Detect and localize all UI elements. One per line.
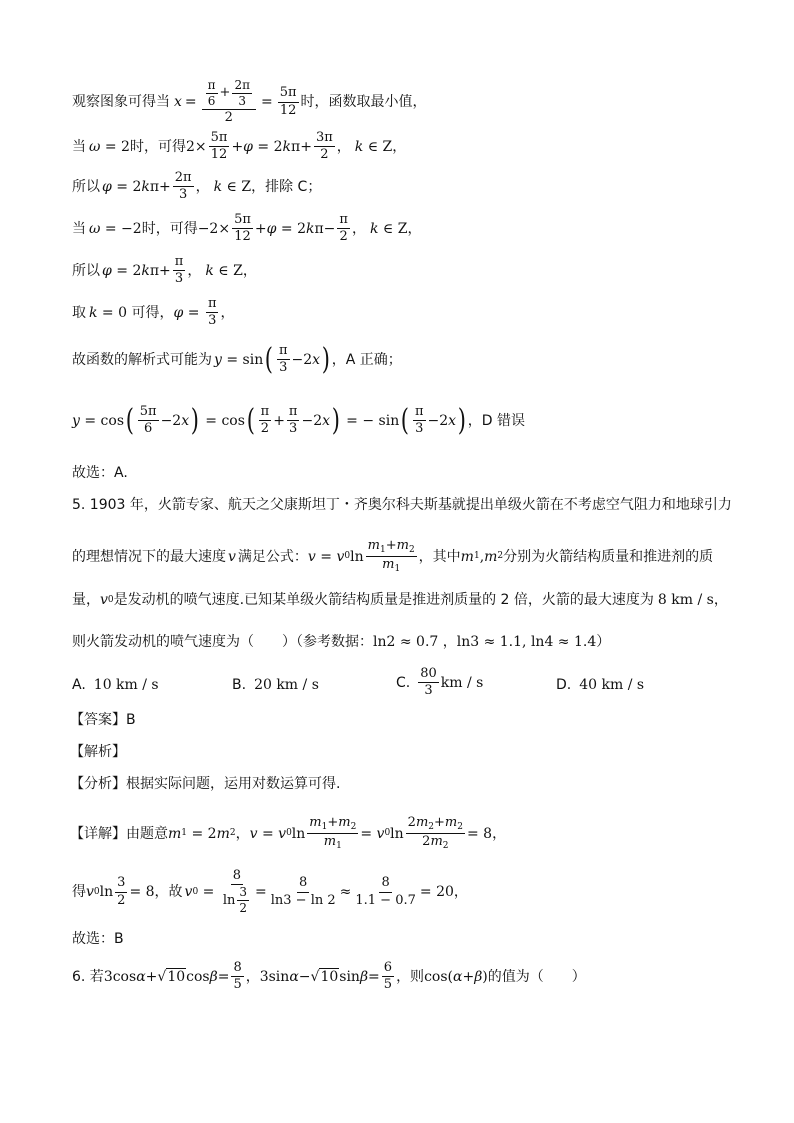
text: ， (453, 884, 468, 901)
final-choice (72, 932, 124, 946)
text: ， (492, 825, 507, 842)
text: 5. 1903 年，火箭专家、航天之父康斯坦丁・齐奥尔科夫斯基就提出单级火箭在不考虑空气阻力和地球引力 (72, 497, 732, 513)
text: 的理想情况下的最大速度 (72, 548, 226, 565)
text: ，A 正确； (331, 351, 402, 368)
text: 满足公式： (237, 548, 308, 565)
text: 【详解】由题意 (70, 825, 168, 842)
text: ， (235, 825, 250, 842)
text: ， (220, 304, 235, 321)
fraction: $\frac{\pi}{6}$ + $\frac{2\pi}{3}$ 2 (202, 78, 256, 126)
text: ， (713, 592, 728, 608)
text: ， (187, 262, 202, 279)
text: 所以 (72, 262, 100, 279)
analysis-label (70, 745, 126, 759)
solution-line-7: 故函数的解析式可能为 y = sin ( $\frac{\pi}{3}$ −2 x ) ，A 正确； (72, 341, 402, 377)
text: 是发动机的喷气速度.已知某单级火箭结构质量是推进剂质量的 2 倍，火箭的最大速度为 (113, 592, 654, 608)
text: 时，可得 (129, 138, 186, 155)
text: ，排除 C； (251, 178, 322, 195)
text: 取 (72, 304, 86, 321)
text: 则火箭发动机的喷气速度为（ ）（参考数据： (72, 634, 373, 650)
option-label: C. (396, 674, 411, 691)
option-c[interactable]: C. $\frac{80}{3}$ km / s (396, 666, 484, 699)
text: 【分析】根据实际问题，运用对数运算可得. (70, 776, 341, 792)
text: 【解析】 (70, 744, 126, 760)
xiangjie-line: 【详解】由题意 m 1 = 2 m 2 ， v = v 0 ln $\frac{m_1+m_2}{m_1}$ = v 0 ln $\frac{2m_2+m_2}{2m_2}$ = 8 ， (70, 815, 507, 852)
text: 故函数的解析式可能为 (72, 351, 212, 368)
text: ， (195, 178, 210, 195)
text: 量， (72, 592, 100, 608)
solution-line-4: 当 ω = −2 时，可得 −2× $\frac{5\pi}{12}$ + φ = 2 k π− $\frac{\pi}{2}$ ， k ∈ Z ， (72, 212, 422, 245)
text: 所以 (72, 178, 100, 195)
fenxi-line (70, 777, 340, 791)
text: 当 (72, 138, 86, 155)
text: ，则 (396, 968, 425, 985)
text: 观察图象可得当 (72, 94, 170, 111)
solution-line-8: y = cos ( $\frac{5\pi}{6}$ −2 x ) = cos ( $\frac{\pi}{2}$ + $\frac{\pi}{3}$ −2 x ) = − sin ( $\frac{\pi}{3}$ −2 x ) ，D 错误 (72, 402, 525, 438)
solution-line-1: 观察图象可得当 x = $\frac{\pi}{6}$ + $\frac{2\pi}{3}$ 2 = $\frac{5\pi}{12}$ 时，函数取最小值， (72, 78, 427, 125)
text: 当 (72, 220, 86, 237)
text: 6. 若 (72, 968, 104, 985)
text: 【答案】B (70, 712, 136, 728)
text: ，其中 (418, 548, 461, 565)
text: 的值为（ ） (487, 968, 586, 985)
text: ， (336, 138, 351, 155)
q5-line-1 (72, 498, 732, 512)
text: ，D 错误 (467, 412, 525, 429)
text: 故选：A. (72, 465, 128, 481)
q5-line-2: 的理想情况下的最大速度 v 满足公式： v = v 0 ln $\frac{m_1+m_2}{m_1}$ ，其中 m 1 , m 2 分别为火箭结构质量和推进剂的质 (72, 538, 714, 575)
option-label: D. (556, 677, 572, 693)
speed-value: 8 km / s (657, 592, 714, 608)
de-line: 得 v 0 ln $\frac{3}{2}$ = 8 ，故 v 0 = 8 ln $\frac{3}{2}$ = $\frac{8}{\ln 3 - \ln 2}$ ≈ $\frac{8}{1.1 - 0.7}$ = 20 ， (72, 868, 468, 916)
solution-line-5: 所以 φ = 2 k π+ $\frac{\pi}{3}$ ， k ∈ Z ， (72, 254, 257, 287)
text: 分别为火箭结构质量和推进剂的质 (503, 548, 714, 565)
text: ） (596, 634, 611, 650)
option-value: km / s (440, 674, 484, 691)
option-b[interactable] (232, 677, 319, 693)
text: ， (351, 220, 366, 237)
q5-line-4 (72, 635, 610, 649)
text: 得 (72, 884, 86, 901)
option-d[interactable] (556, 677, 644, 693)
solution-line-9 (72, 466, 128, 480)
text: 时，可得 (141, 220, 198, 237)
q6-line: 6. 若 3cos α + √10 cos β = $\frac{8}{5}$ ， 3sin α − √10 sin β = $\frac{6}{5}$ ，则 cos( α + β ) 的值为（ ） (72, 960, 586, 993)
option-value: 20 km / s (254, 677, 319, 693)
text: ，故 (154, 884, 183, 901)
option-value: 10 km / s (93, 677, 159, 693)
answer-label (70, 713, 136, 727)
solution-line-3: 所以 φ = 2 k π+ $\frac{2\pi}{3}$ ， k ∈ Z ，排除 C； (72, 170, 322, 203)
result-value: 20 (436, 884, 454, 901)
text: 时，函数取最小值， (300, 94, 427, 111)
text: 故选：B (72, 931, 124, 947)
text: ， (242, 262, 257, 279)
ln-reference: ln2 ≈ 0.7 ，ln3 ≈ 1.1, ln4 ≈ 1.4 (373, 634, 597, 650)
option-a[interactable] (72, 677, 159, 693)
option-label: A. (72, 677, 86, 693)
solution-line-2: 当 ω = 2 时，可得 2× $\frac{5\pi}{12}$ + φ = 2 k π+ $\frac{3\pi}{2}$ ， k ∈ Z ， (72, 130, 407, 163)
solution-line-6: 取 k = 0 可得， φ = $\frac{\pi}{3}$ ， (72, 296, 235, 329)
option-label: B. (232, 677, 247, 693)
option-value: 40 km / s (579, 677, 645, 693)
text: 可得， (131, 304, 174, 321)
text: ， (245, 968, 260, 985)
q5-line-3: 量， v 0 是发动机的喷气速度.已知某单级火箭结构质量是推进剂质量的 2 倍，火箭的最大速度为 8 km / s ， (72, 592, 728, 608)
